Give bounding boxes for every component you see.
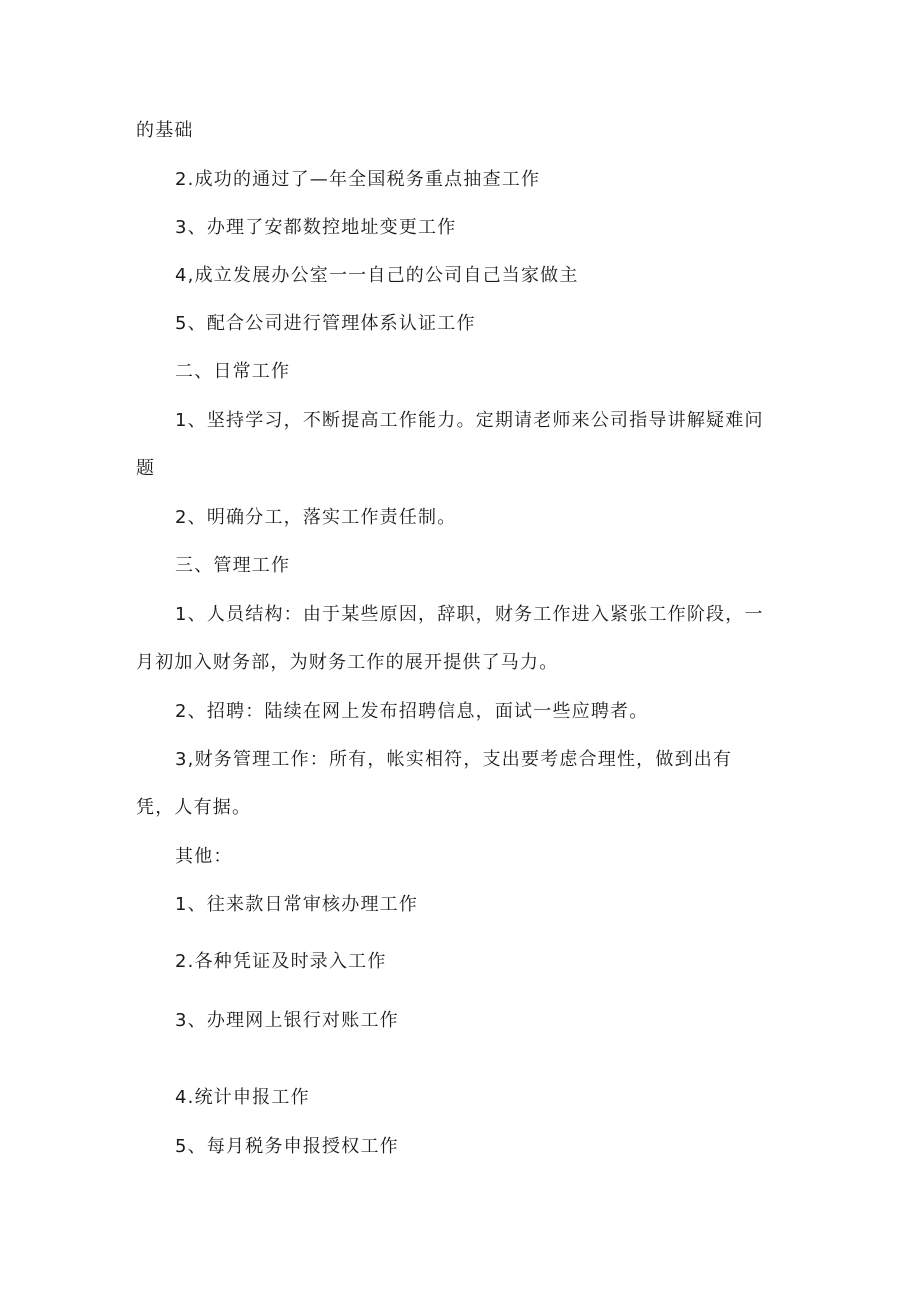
list-item-certification: 5、配合公司进行管理体系认证工作 (175, 313, 476, 334)
list-item-voucher-entry: 2.各种凭证及时录入工作 (175, 951, 387, 972)
list-item-division-of-labor: 2、明确分工，落实工作责任制。 (175, 507, 457, 528)
list-item-financial-management: 3,财务管理工作：所有，帐实相符，支出要考虑合理性，做到出有 (175, 749, 733, 770)
list-item-staff-structure: 1、人员结构：由于某些原因，辞职，财务工作进入紧张工作阶段，一 (175, 604, 764, 625)
list-item-development-office: 4,成立发展办公室一一自己的公司自己当家做主 (175, 265, 579, 286)
list-item-tax-authorization: 5、每月税务申报授权工作 (175, 1136, 399, 1157)
list-item-payment-review: 1、往来款日常审核办理工作 (175, 894, 419, 915)
text-line-continuation: 凭，人有据。 (136, 797, 252, 818)
list-item-learning: 1、坚持学习，不断提高工作能力。定期请老师来公司指导讲解疑难问 (175, 410, 764, 431)
section-heading-management: 三、管理工作 (175, 555, 291, 576)
list-item-tax-audit: 2.成功的通过了—年全国税务重点抽查工作 (175, 169, 541, 190)
list-item-bank-reconciliation: 3、办理网上银行对账工作 (175, 1010, 399, 1031)
text-line-continuation: 月初加入财务部，为财务工作的展开提供了马力。 (136, 652, 559, 673)
section-heading-other: 其他： (175, 846, 233, 867)
list-item-statistics-report: 4.统计申报工作 (175, 1087, 310, 1108)
list-item-address-change: 3、办理了安都数控地址变更工作 (175, 217, 457, 238)
text-line-continuation: 题 (136, 458, 156, 479)
section-heading-daily-work: 二、日常工作 (175, 361, 291, 382)
list-item-recruitment: 2、招聘：陆续在网上发布招聘信息，面试一些应聘者。 (175, 701, 649, 722)
text-line-continuation: 的基础 (136, 120, 194, 141)
